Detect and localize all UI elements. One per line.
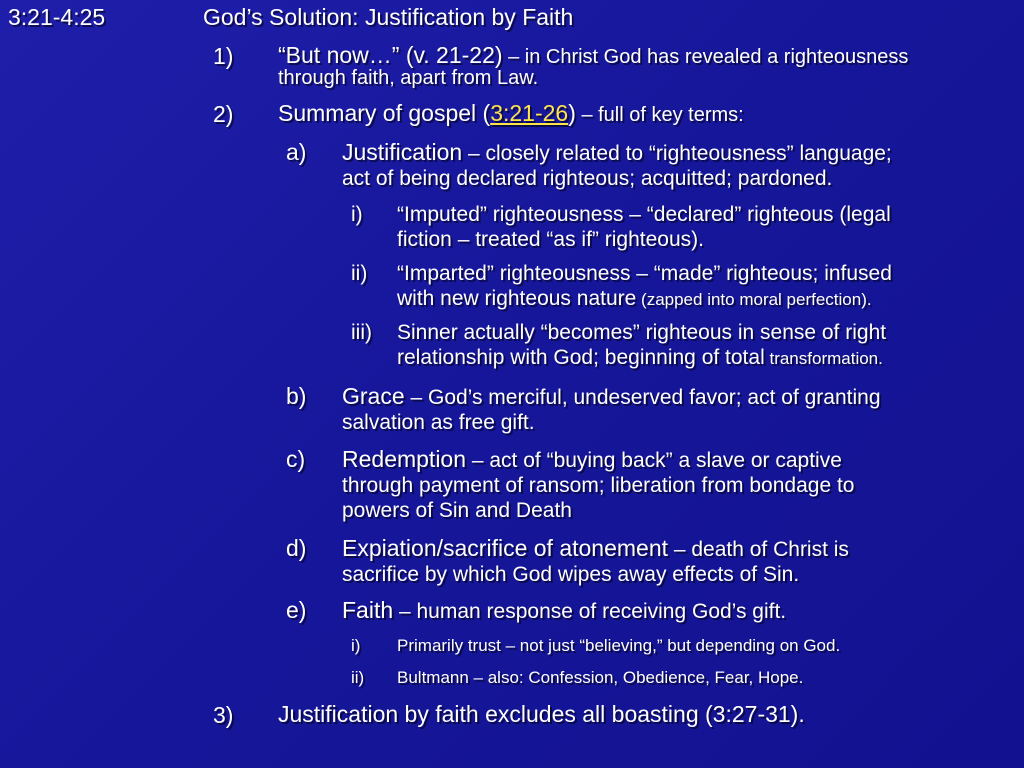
subpoint-c-term: Redemption xyxy=(342,446,467,472)
subpoint-b-rest: – God’s merciful, undeserved favor; act of granting xyxy=(404,386,881,409)
subpoint-a-line-2: act of being declared righteous; acquitted; pardoned. xyxy=(342,167,833,190)
point-3-marker: 3) xyxy=(213,702,234,728)
subpoint-b-marker: b) xyxy=(286,383,307,409)
roman-a-iii-line-2 xyxy=(397,346,883,370)
subpoint-d-line-2: sacrifice by which God wipes away effects of Sin. xyxy=(342,563,800,586)
subpoint-c-marker: c) xyxy=(286,446,306,472)
subpoint-a-rest: – closely related to “righteousness” language; xyxy=(462,142,892,165)
subpoint-d-line-1 xyxy=(342,535,849,562)
roman-a-i-marker: i) xyxy=(351,203,363,226)
point-1-main: “But now…” (v. 21-22) xyxy=(278,42,503,68)
point-3-line: Justification by faith excludes all boasting (3:27-31). xyxy=(278,701,805,727)
point-2-pre: Summary of gospel ( xyxy=(278,100,491,126)
roman-a-ii-marker: ii) xyxy=(351,262,368,285)
subpoint-a-line-1 xyxy=(342,139,892,166)
roman-a-iii-marker: iii) xyxy=(351,321,372,344)
point-2-marker: 2) xyxy=(213,101,234,127)
subpoint-e-marker: e) xyxy=(286,597,307,623)
subpoint-e-line-1 xyxy=(342,597,786,624)
subpoint-c-line-1 xyxy=(342,446,842,473)
subpoint-c-rest: – act of “buying back” a slave or captive xyxy=(466,449,842,472)
slide-reference: 3:21-4:25 xyxy=(8,4,106,30)
roman-e-ii-line: Bultmann – also: Confession, Obedience, Fear, Hope. xyxy=(397,668,804,687)
roman-a-ii-line-2-main: with new righteous nature xyxy=(397,287,637,310)
scripture-link[interactable]: 3:21-26 xyxy=(490,100,569,126)
roman-a-i-line-2: fiction – treated “as if” righteous). xyxy=(397,228,704,251)
roman-a-ii-line-2 xyxy=(397,287,872,311)
roman-e-i-line: Primarily trust – not just “believing,” but depending on God. xyxy=(397,636,841,655)
roman-a-ii-line-1: “Imparted” righteousness – “made” righteous; infused xyxy=(397,262,892,285)
point-2-line xyxy=(278,100,744,127)
point-1-marker: 1) xyxy=(213,43,234,69)
subpoint-d-marker: d) xyxy=(286,535,307,561)
roman-e-i-marker: i) xyxy=(351,636,361,655)
point-2-post: ) xyxy=(568,100,576,126)
subpoint-d-rest: – death of Christ is xyxy=(668,538,849,561)
point-1-rest: – in Christ God has revealed a righteousness xyxy=(502,46,909,68)
roman-a-iii-line-2-small: transformation. xyxy=(764,349,883,368)
subpoint-b-line-1 xyxy=(342,383,881,410)
subpoint-d-term: Expiation/sacrifice of atonement xyxy=(342,535,669,561)
point-1-line-1 xyxy=(278,42,908,69)
subpoint-c-line-2: through payment of ransom; liberation from bondage to xyxy=(342,474,855,497)
point-1-line-2: through faith, apart from Law. xyxy=(278,67,539,89)
subpoint-c-line-3: powers of Sin and Death xyxy=(342,499,572,522)
slide-title: God’s Solution: Justification by Faith xyxy=(203,4,574,30)
subpoint-a-marker: a) xyxy=(286,139,307,165)
subpoint-e-rest: – human response of receiving God’s gift. xyxy=(393,600,787,623)
subpoint-b-line-2: salvation as free gift. xyxy=(342,411,535,434)
roman-e-ii-marker: ii) xyxy=(351,668,365,687)
roman-a-i-line-1: “Imputed” righteousness – “declared” righteous (legal xyxy=(397,203,891,226)
roman-a-iii-line-2-main: relationship with God; beginning of total xyxy=(397,346,765,369)
subpoint-a-term: Justification xyxy=(342,139,463,165)
roman-a-iii-line-1: Sinner actually “becomes” righteous in sense of right xyxy=(397,321,887,344)
roman-a-ii-line-2-small: (zapped into moral perfection). xyxy=(636,290,872,309)
point-2-rest: – full of key terms: xyxy=(575,104,744,126)
subpoint-b-term: Grace xyxy=(342,383,405,409)
subpoint-e-term: Faith xyxy=(342,597,394,623)
